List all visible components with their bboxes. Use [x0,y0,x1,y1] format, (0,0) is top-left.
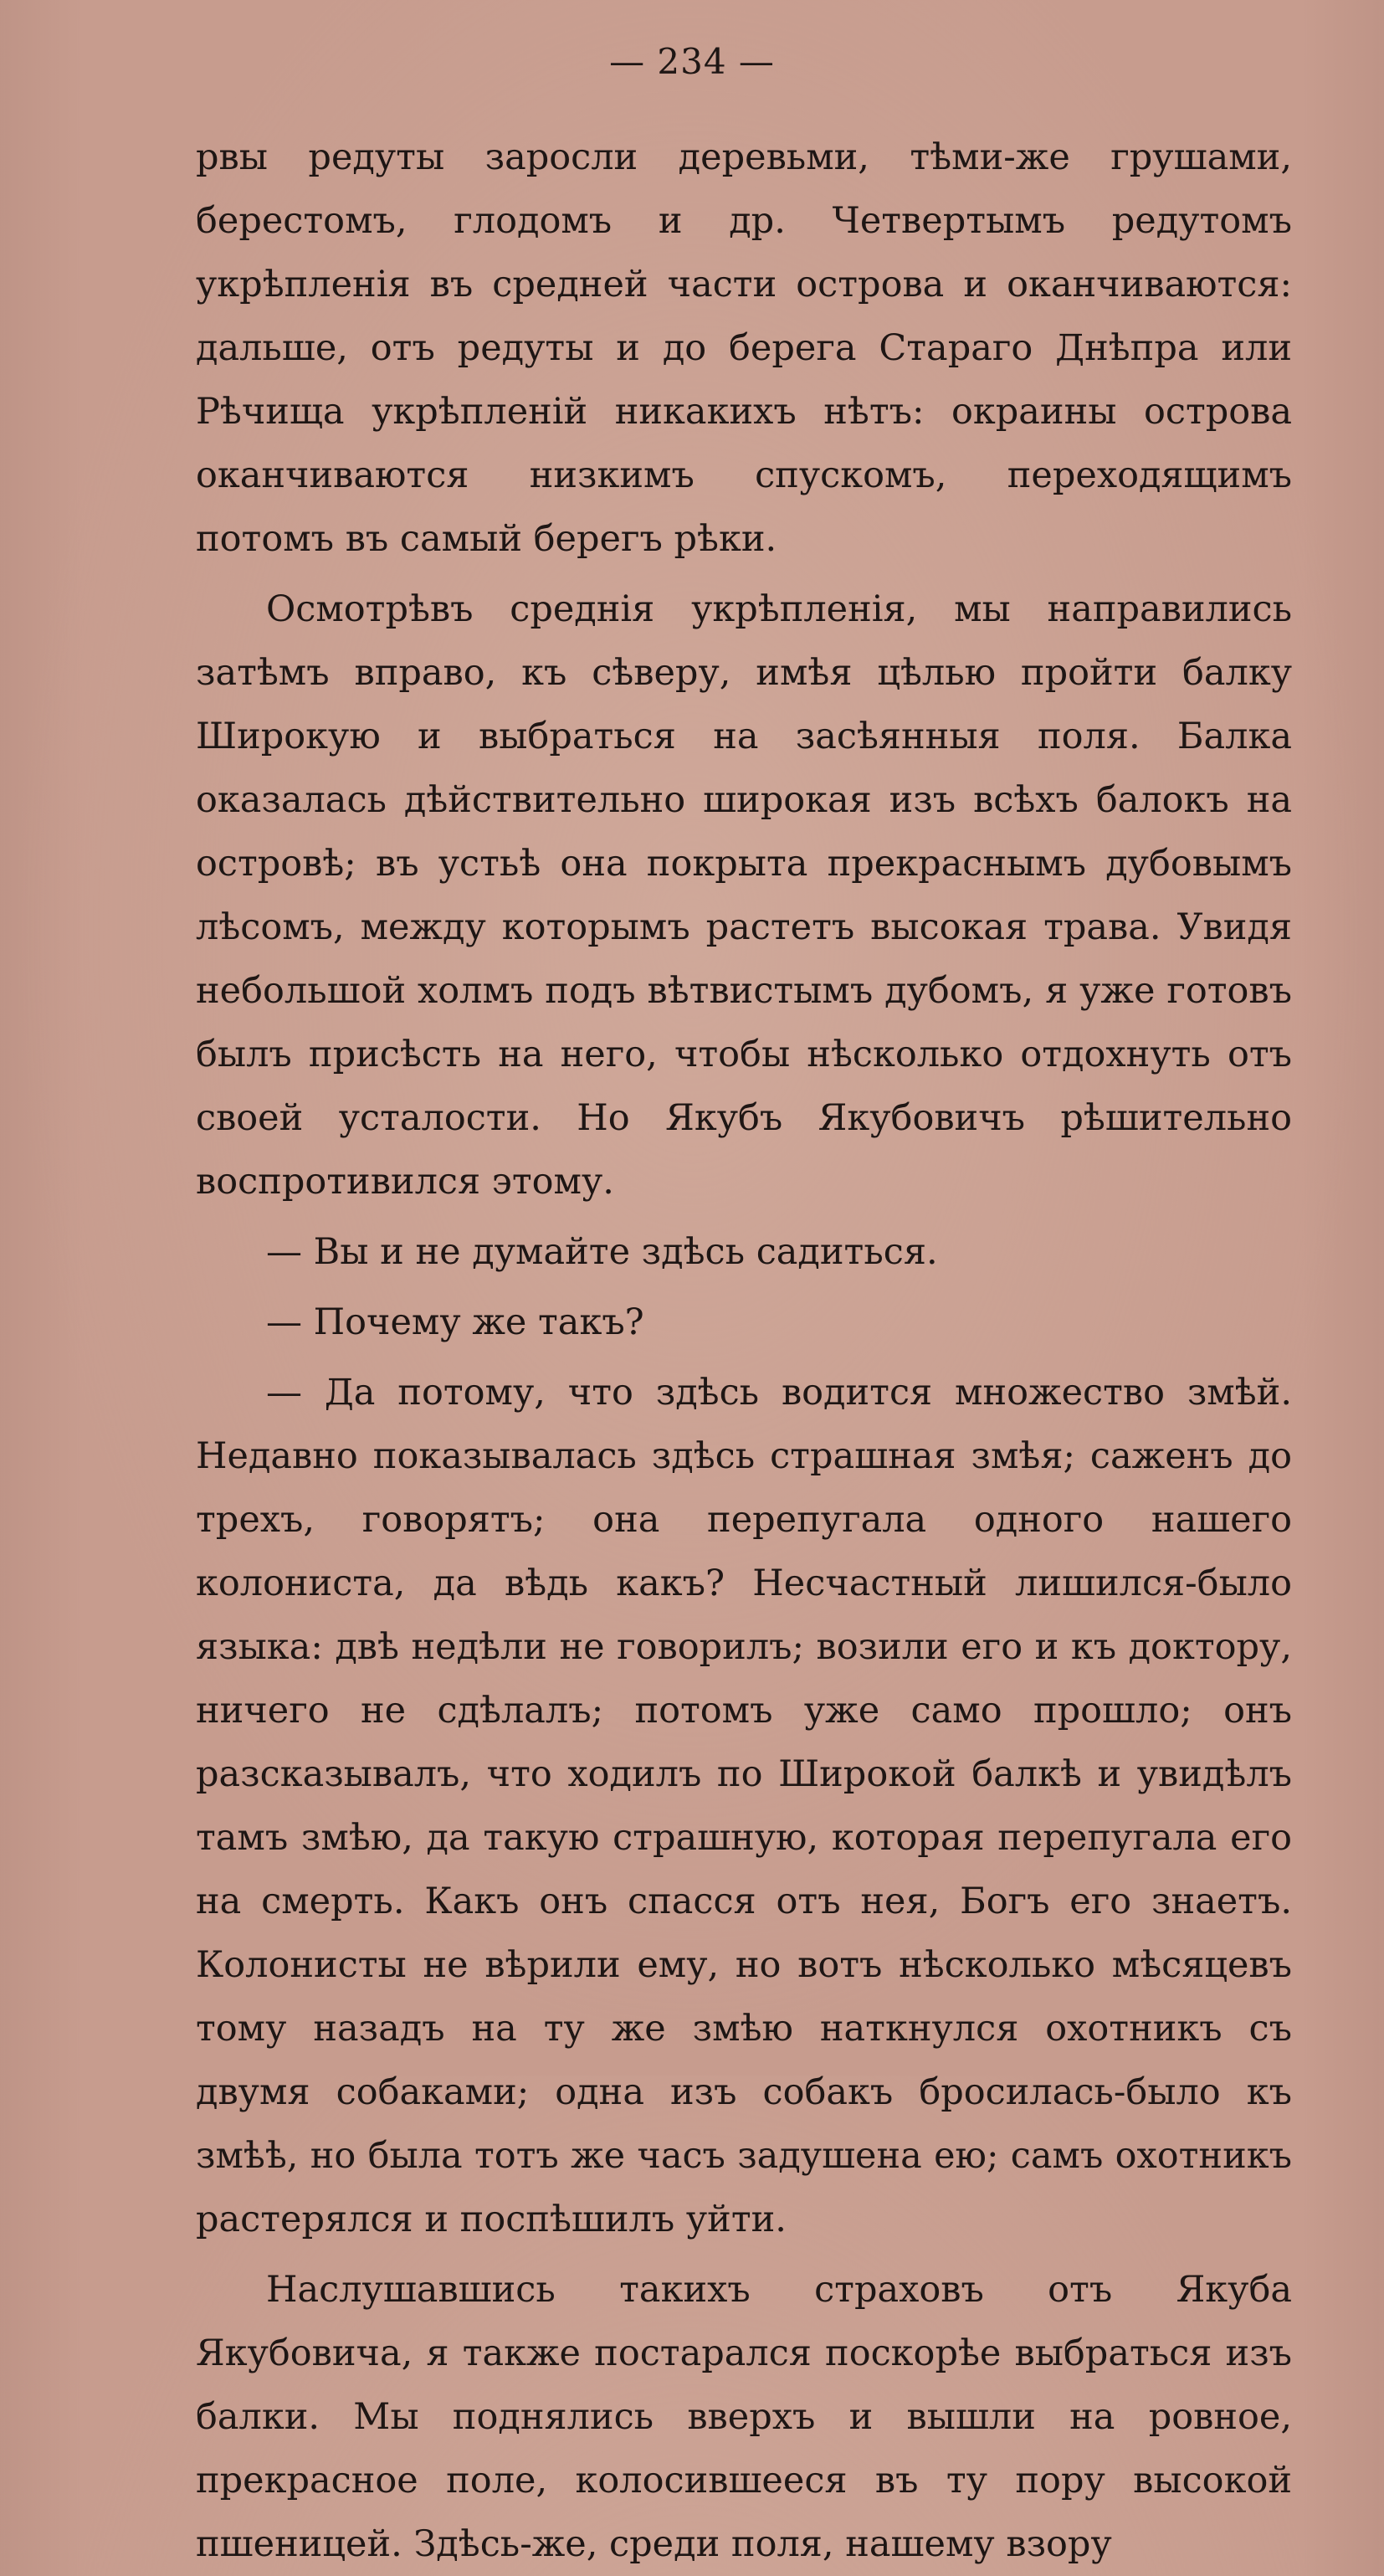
dialogue-line: — Вы и не думайте здѣсь садиться. [266,1231,938,1273]
paragraph-continued: рвы редуты заросли деревьми, тѣми-же грушами, берестомъ, глодомъ и др. Четвертымъ редутомъ укрѣпленія въ средней части острова и оканчиваются: дальше, отъ редуты и до берега Стараго Днѣпра или Рѣчища укрѣпленій никакихъ нѣтъ: окраины острова оканчиваются низкимъ спускомъ, переходящимъ потомъ въ самый берегъ рѣки. [196,136,1292,560]
paragraph: Осмотрѣвъ среднія укрѣпленія, мы направились затѣмъ вправо, къ сѣверу, имѣя цѣлью пройти балку Широкую и выбраться на засѣянныя поля. Балка оказалась дѣйствительно широкая изъ всѣхъ балокъ на островѣ; въ устьѣ она покрыта прекраснымъ дубовымъ лѣсомъ, между которымъ растетъ высокая трава. Увидя небольшой холмъ подъ вѣтвистымъ дубомъ, я уже готовъ былъ присѣсть на него, чтобы нѣсколько отдохнуть отъ своей усталости. Но Якубъ Якубовичъ рѣшительно воспротивился этому. [196,588,1292,1203]
body-text [196,126,1292,2576]
paragraph: Наслушавшись такихъ страховъ отъ Якуба Якубовича, я также постарался поскорѣе выбраться изъ балки. Мы поднялись вверхъ и вышли на ровное, прекрасное поле, колосившееся въ ту пору высокой пшеницей. Здѣсь-же, среди поля, нашему взору [196,2269,1292,2565]
dialogue-line: — Да потому, что здѣсь водится множество змѣй. Недавно показывалась здѣсь страшная змѣя; саженъ до трехъ, говорятъ; она перепугала одного нашего колониста, да вѣдь какъ? Несчастный лишился-было языка: двѣ недѣли не говорилъ; возили его и къ доктору, ничего не сдѣлалъ; потомъ уже само прошло; онъ разсказывалъ, что ходилъ по Широкой балкѣ и увидѣлъ тамъ змѣю, да такую страшную, которая перепугала его на смерть. Какъ онъ спасся отъ нея, Богъ его знаетъ. Колонисты не вѣрили ему, но вотъ нѣсколько мѣсяцевъ тому назадъ на ту же змѣю наткнулся охотникъ съ двумя собаками; одна изъ собакъ бросилась-было къ змѣѣ, но была тотъ же часъ задушена ею; самъ охотникъ растерялся и поспѣшилъ уйти. [196,1372,1292,2240]
dialogue-line: — Почему же такъ? [266,1301,644,1343]
page-number: — 234 — [609,41,775,82]
